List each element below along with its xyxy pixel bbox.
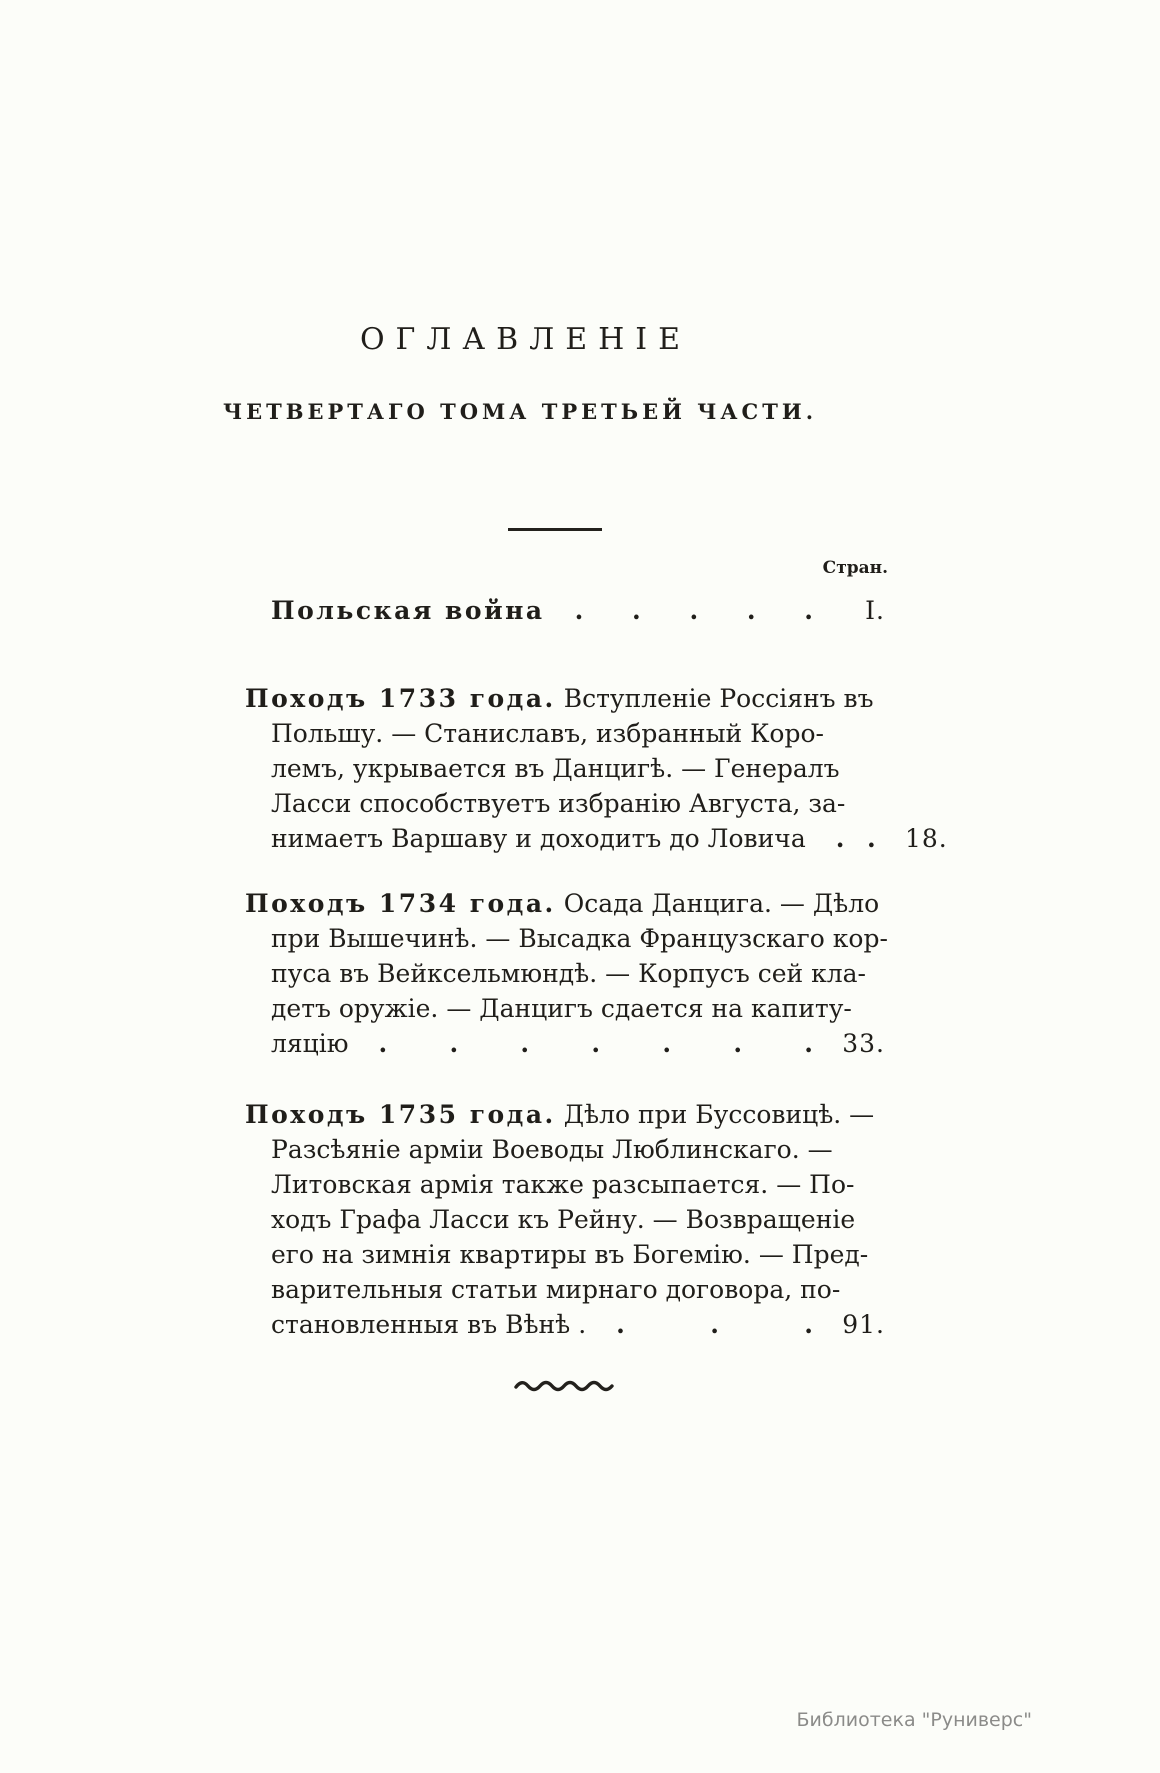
- toc-entry-line: Ласси способствуетъ избранію Августа, за-: [271, 789, 846, 818]
- toc-entry-line: при Вышечинѣ. — Высадка Французскаго кор-: [271, 924, 888, 953]
- leader-dots: . . .: [616, 1310, 813, 1339]
- toc-entry-line: Польшу. — Станиславъ, избранный Коро-: [271, 719, 824, 748]
- divider-rule: [508, 528, 602, 531]
- toc-entry-line: [245, 1097, 875, 1132]
- page-number: 33.: [842, 1029, 885, 1058]
- leader-dots: . .: [835, 824, 876, 853]
- toc-entry-line: [245, 1026, 885, 1061]
- squiggle-ornament-icon: [245, 1378, 885, 1398]
- toc-entry: [245, 1097, 885, 1342]
- toc-entry-line: [245, 1307, 885, 1342]
- toc-entry-line: варительныя статьи мирнаго договора, по-: [271, 1275, 841, 1304]
- toc-entry-text: Осада Данцига. — Дѣло: [563, 889, 880, 918]
- toc-entry-line: [245, 886, 880, 921]
- toc-entry-text: нимаетъ Варшаву и доходитъ до Ловича: [271, 824, 806, 853]
- toc-entry: [245, 886, 888, 1061]
- toc-entry-line: [245, 593, 885, 628]
- leader-dots: . . . . .: [574, 596, 813, 625]
- leader-dots: . . . . . . .: [378, 1029, 813, 1058]
- toc-entry-text: становленныя въ Вѣнѣ .: [271, 1310, 587, 1339]
- library-watermark: Библиотека "Руниверс": [796, 1709, 1032, 1731]
- toc-entry-line: Разсѣяніе арміи Воеводы Люблинскаго. —: [271, 1135, 833, 1164]
- toc-entry-title: Польская война: [271, 596, 545, 625]
- toc-entry-line: лемъ, укрывается въ Данцигѣ. — Генералъ: [271, 754, 840, 783]
- toc-entry-title: Походъ 1735 года.: [245, 1100, 556, 1129]
- toc-entry-line: [245, 681, 874, 716]
- toc-entry-title: Походъ 1733 года.: [245, 684, 556, 713]
- toc-entry-line: его на зимнія квартиры въ Богемію. — Пред-: [271, 1240, 869, 1269]
- toc-entry-text: Дѣло при Буссовицѣ. —: [563, 1100, 875, 1129]
- page-title: ОГЛАВЛЕНІЕ: [359, 322, 692, 357]
- toc-entry-line: Литовская армія также разсыпается. — По-: [271, 1170, 855, 1199]
- page-number: I.: [865, 596, 885, 625]
- page-number: 18.: [904, 824, 948, 853]
- page-column-header: Стран.: [822, 558, 888, 578]
- page-subtitle: ЧЕТВЕРТАГО ТОМА ТРЕТЬЕЙ ЧАСТИ.: [222, 399, 818, 424]
- toc-entry: [245, 593, 885, 628]
- page-number: 91.: [842, 1310, 885, 1339]
- toc-entry-line: детъ оружіе. — Данцигъ сдается на капиту-: [271, 994, 852, 1023]
- toc-entry-text: ляцію: [271, 1029, 349, 1058]
- toc-entry: [245, 681, 948, 856]
- toc-entry-title: Походъ 1734 года.: [245, 889, 556, 918]
- toc-entry-line: [245, 821, 948, 856]
- toc-entry-line: пуса въ Вейксельмюндѣ. — Корпусъ сей кла-: [271, 959, 866, 988]
- toc-entry-line: ходъ Графа Ласси къ Рейну. — Возвращеніе: [271, 1205, 856, 1234]
- toc-entry-text: Вступленіе Россіянъ въ: [563, 684, 874, 713]
